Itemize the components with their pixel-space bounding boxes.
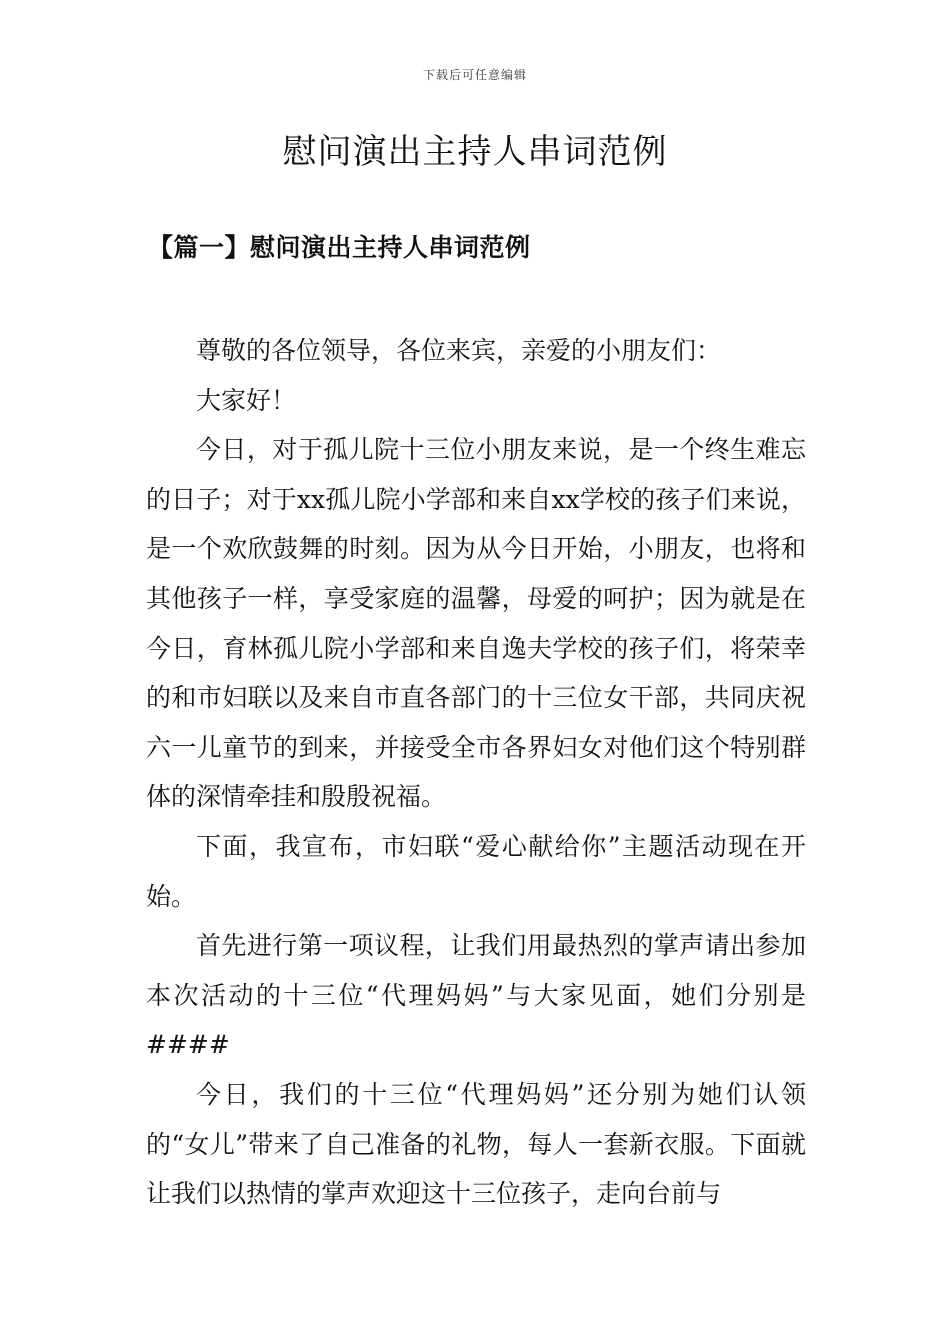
paragraph-announcement: 下面，我宣布，市妇联“爱心献给你”主题活动现在开始。	[146, 831, 806, 911]
document-body	[146, 326, 806, 1219]
paragraph-introduction: 今日，对于孤儿院十三位小朋友来说，是一个终生难忘的日子；对于xx孤儿院小学部和来自xx学校的孩子们来说，是一个欢欣鼓舞的时刻。因为从今日开始，小朋友，也将和其他孩子一样，享受家庭的温馨，母爱的呵护；因为就是在今日，育林孤儿院小学部和来自逸夫学校的孩子们，将荣幸的和市妇联以及来自市直各部门的十三位女干部，共同庆祝六一儿童节的到来，并接受全市各界妇女对他们这个特别群体的深情牵挂和殷殷祝福。	[146, 435, 806, 812]
paragraph-first-agenda: 首先进行第一项议程，让我们用最热烈的掌声请出参加本次活动的十三位“代理妈妈”与大家见面，她们分别是####	[146, 931, 806, 1060]
page-header-note: 下载后可任意编辑	[422, 68, 527, 82]
paragraph-greeting: 尊敬的各位领导，各位来宾，亲爱的小朋友们：	[196, 336, 722, 365]
section-heading: 【篇一】慰问演出主持人串词范例	[148, 233, 531, 262]
paragraph-gifts: 今日，我们的十三位“代理妈妈”还分别为她们认领的“女儿”带来了自己准备的礼物，每人一套新衣服。下面就让我们以热情的掌声欢迎这十三位孩子，走向台前与	[146, 1079, 806, 1209]
paragraph-hello: 大家好！	[196, 385, 297, 415]
document-title: 慰问演出主持人串词范例	[282, 132, 668, 172]
